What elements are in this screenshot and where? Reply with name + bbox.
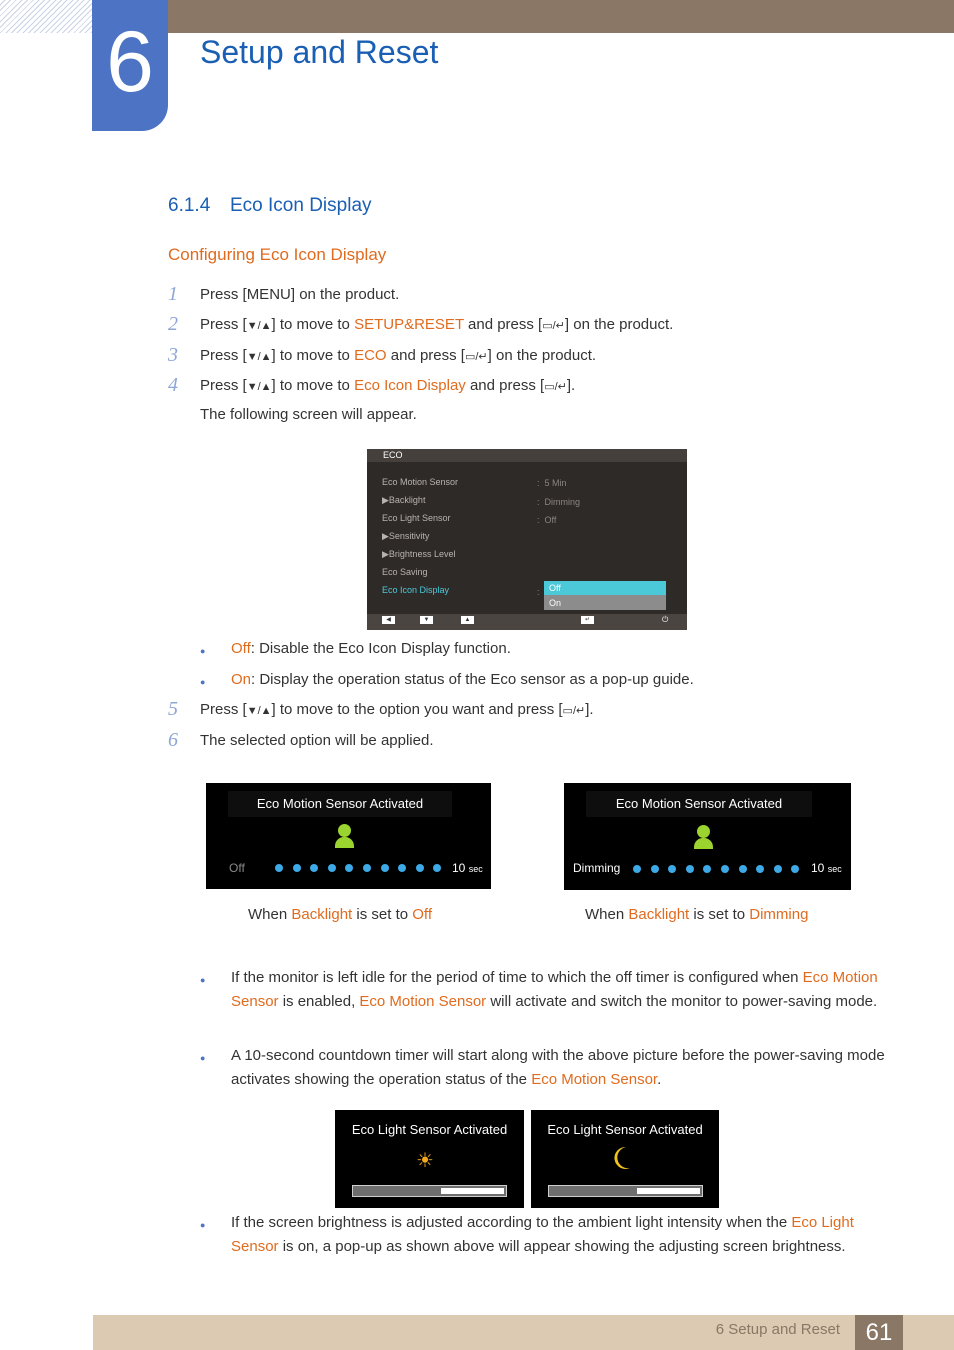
step-text: and press [: [465, 377, 545, 394]
osd-row-value: : 5 Min: [537, 478, 567, 488]
osd-row-label: ▶Brightness Level: [382, 549, 456, 559]
step-number: 5: [168, 698, 178, 720]
popup-caption: When Backlight is set to Off: [248, 906, 432, 923]
step-text: ] on the product.: [290, 286, 400, 303]
section-title: Eco Icon Display: [230, 195, 372, 216]
osd-row-value: : Dimming: [537, 497, 581, 507]
eco-osd-menu: [367, 449, 687, 630]
option-off-desc: [231, 640, 511, 657]
eco-motion-popup: [564, 783, 851, 890]
enter-icon: ↵: [581, 616, 594, 624]
step-text: Press [: [200, 347, 247, 364]
option-term: Off: [231, 640, 251, 657]
screen-note: The following screen will appear.: [200, 406, 417, 423]
osd-title: ECO: [383, 450, 403, 460]
step-text: ] on the product.: [564, 316, 674, 333]
footer-chapter: 6 Setup and Reset: [715, 1321, 840, 1338]
step-number: 1: [168, 283, 178, 305]
osd-row-label: Eco Saving: [382, 567, 428, 577]
step-text: ].: [585, 701, 594, 718]
countdown-timer: 10 sec: [811, 861, 842, 875]
brightness-bar: [352, 1185, 507, 1197]
down-up-key-icon: ▼/▲: [246, 351, 272, 363]
osd-row-label: Eco Motion Sensor: [382, 477, 459, 487]
step-number: 4: [168, 374, 178, 396]
osd-row-value: : Off: [537, 515, 557, 525]
step-target: ECO: [354, 347, 387, 364]
subsection-heading: Configuring Eco Icon Display: [168, 245, 387, 264]
bullet-icon: ●: [200, 646, 206, 656]
osd-row-label: ▶Backlight: [382, 495, 426, 505]
countdown-dots: [633, 865, 799, 873]
eco-light-popup: [335, 1110, 524, 1208]
page-number: 61: [855, 1315, 903, 1350]
note-off-timer: If the monitor is left idle for the period of time to which the off timer is configured when Eco Motion Sensor is enabled, Eco Motion Sensor will activate and switch the monitor to power-saving mode.: [231, 969, 878, 1010]
bullet-icon: ●: [200, 1053, 206, 1063]
step-text: ].: [566, 377, 576, 394]
source-enter-key-icon: ▭/↵: [562, 705, 586, 717]
osd-button-bar: [367, 614, 687, 630]
option-text: : Display the operation status of the Eco sensor as a pop-up guide.: [251, 671, 694, 688]
osd-row-colon: :: [537, 587, 540, 597]
option-text: : Disable the Eco Icon Display function.: [250, 640, 511, 657]
step-number: 2: [168, 313, 178, 335]
note-light-sensor: If the screen brightness is adjusted according to the ambient light intensity when the Eco Light Sensor is on, a pop-up as shown above will appear showing the adjusting screen brightness.: [231, 1214, 854, 1255]
left-arrow-icon: ◀: [382, 616, 395, 624]
osd-option: On: [549, 598, 562, 608]
bullet-icon: ●: [200, 975, 206, 985]
step-text: ] to move to: [271, 347, 355, 364]
header-hatch: [0, 0, 92, 33]
brightness-bar-fill: [441, 1188, 504, 1194]
source-enter-key-icon: ▭/↵: [464, 351, 488, 363]
option-term: On: [231, 671, 252, 688]
backlight-state: Off: [229, 861, 245, 875]
header-bar: [168, 0, 954, 33]
sun-icon: ☀: [416, 1150, 434, 1172]
step-text: ] to move to: [271, 316, 355, 333]
osd-row-label: ▶Sensitivity: [382, 531, 430, 541]
step-text: ] on the product.: [487, 347, 597, 364]
down-up-key-icon: ▼/▲: [246, 705, 272, 717]
step-2: [200, 316, 673, 333]
step-text: and press [: [386, 347, 465, 364]
down-arrow-icon: ▼: [420, 616, 433, 624]
step-number: 6: [168, 729, 178, 751]
popup-title: Eco Motion Sensor Activated: [586, 791, 812, 817]
osd-row-label: Eco Light Sensor: [382, 513, 451, 523]
down-up-key-icon: ▼/▲: [246, 381, 272, 393]
countdown-timer: 10 sec: [452, 861, 483, 875]
step-text: Press [: [200, 316, 247, 333]
note-countdown: A 10-second countdown timer will start along with the above picture before the power-saving mode activates showing the operation status of the Eco Motion Sensor.: [231, 1047, 885, 1088]
source-enter-key-icon: ▭/↵: [544, 381, 567, 393]
step-target: SETUP&RESET: [354, 316, 464, 333]
chapter-number: 6: [92, 0, 168, 131]
step-text: ] to move to the option you want and press [: [271, 701, 563, 718]
step-1: [200, 286, 399, 303]
power-icon: ⏻: [662, 615, 669, 624]
brightness-bar: [548, 1185, 703, 1197]
step-text: Press [: [200, 286, 247, 303]
step-number: 3: [168, 344, 178, 366]
chapter-title: Setup and Reset: [200, 34, 439, 70]
source-enter-key-icon: ▭/↵: [542, 320, 565, 332]
down-up-key-icon: ▼/▲: [246, 320, 272, 332]
step-text: Press [: [200, 377, 247, 394]
step-text: Press [: [200, 701, 247, 718]
osd-title-bar: [367, 449, 687, 462]
osd-row-label-active: Eco Icon Display: [382, 585, 450, 595]
section-number: 6.1.4: [168, 195, 211, 216]
step-target: Eco Icon Display: [354, 377, 466, 394]
step-5: [200, 701, 594, 718]
step-text: and press [: [463, 316, 543, 333]
footer-bar: [93, 1315, 954, 1350]
up-arrow-icon: ▲: [461, 616, 474, 624]
step-4: [200, 377, 575, 394]
option-on-desc: [231, 671, 694, 688]
osd-option-list: [544, 581, 666, 610]
bullet-icon: ●: [200, 677, 206, 687]
brightness-bar-fill: [637, 1188, 700, 1194]
eco-motion-popup: [206, 783, 491, 889]
popup-caption: When Backlight is set to Dimming: [585, 906, 809, 923]
bullet-icon: ●: [200, 1220, 206, 1230]
moon-icon: [613, 1146, 631, 1175]
eco-light-popup: [531, 1110, 719, 1208]
osd-option-selected: Off: [544, 581, 666, 595]
section-heading: [168, 195, 372, 217]
popup-title: Eco Light Sensor Activated: [547, 1122, 703, 1137]
countdown-dots: [275, 864, 441, 872]
popup-title: Eco Light Sensor Activated: [351, 1122, 508, 1137]
popup-title: Eco Motion Sensor Activated: [228, 791, 452, 817]
backlight-state: Dimming: [573, 861, 621, 875]
step-3: [200, 347, 596, 364]
step-text: ] to move to: [271, 377, 355, 394]
step-6: The selected option will be applied.: [200, 732, 434, 749]
menu-key: MENU: [246, 286, 291, 303]
